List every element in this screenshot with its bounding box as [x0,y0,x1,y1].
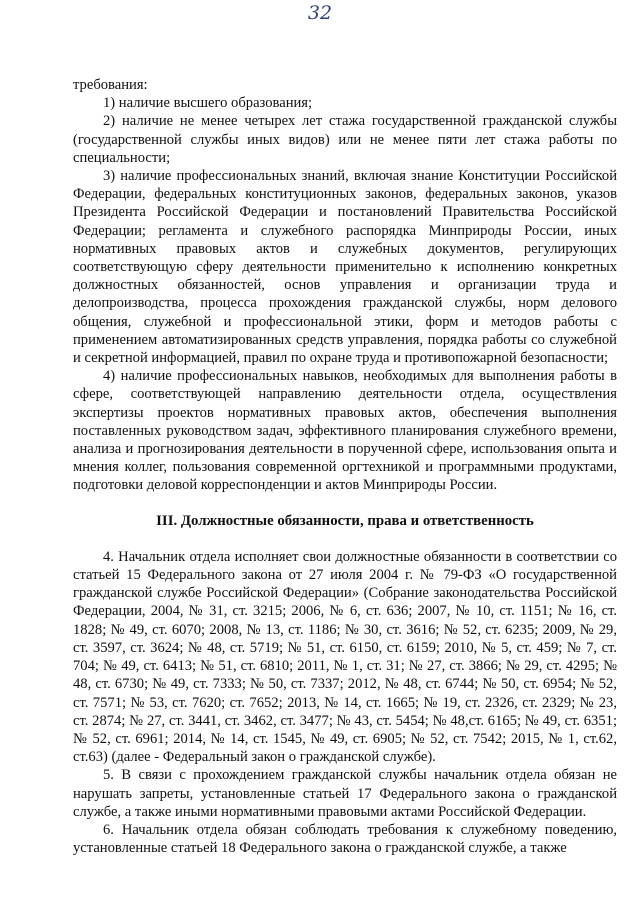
requirement-item-4: 4) наличие профессиональных навыков, необходимых для выполнения работы в сфере, соответствующей направлению деятельности отдела, осуществления экспертизы проектов нормативных правовых актов, обеспечения выполнения поставленных руководством задач, эффективного планирования служебного времени, анализа и прогнозирования деятельности в порученной сфере, использования опыта и мнения коллег, пользования современной оргтехникой и программными продуктами, подготовки деловой корреспонденции и актов Минприроды России. [73,368,617,494]
paragraph-6: 6. Начальник отдела обязан соблюдать требования к служебному поведению, установленные статьей 18 Федерального закона о гражданской службе, а также [73,821,617,857]
page-number: 32 [307,2,333,24]
requirements-intro: требования: [73,77,148,93]
requirement-item-2: 2) наличие не менее четырех лет стажа государственной гражданской службы (государственной службы иных видов) или не менее пяти лет стажа работы по специальности; [73,113,617,166]
requirement-item-1: 1) наличие высшего образования; [103,95,313,112]
paragraph-4: 4. Начальник отдела исполняет свои должностные обязанности в соответствии со статьей 15 Федерального закона от 27 июля 2004 г. № 79-ФЗ «О государственной гражданской службе Российской Федерации» (Собрание законодательства Российской Федерации, 2004, № 31, ст. 3215; 2006, № 6, ст. 636; 2007, № 10, ст. 1151; № 16, ст. 1828; № 49, ст. 6070; 2008, № 13, ст. 1186; № 30, ст. 3616; № 52, ст. 6235; 2009, № 29, ст. 3597, ст. 3624; № 48, ст. 5719; № 51, ст. 6150, ст. 6159; 2010, № 5, ст. 459; № 7, ст. 704; № 49, ст. 6413; № 51, ст. 6810; 2011, № 1, ст. 31; № 27, ст. 3866; № 29, ст. 4295; № 48, ст. 6730; № 49, ст. 7333; № 50, ст. 7337; 2012, № 48, ст. 6744; № 50, ст. 6954; № 52, ст. 7571; № 53, ст. 7620; ст. 7652; 2013, № 14, ст. 1665; № 19, ст. 2326, ст. 2329; № 23, ст. 2874; № 27, ст. 3441, ст. 3462, ст. 3477; № 43, ст. 5454; № 48,ст. 6165; № 49, ст. 6351; № 52, ст. 6961; 2014, № 14, ст. 1545, № 49, ст. 6905; № 52, ст. 7542; 2015, № 1, ст.62, ст.63) (далее - Федеральный закон о гражданской службе). [73,548,617,766]
paragraph-5: 5. В связи с прохождением гражданской службы начальник отдела обязан не нарушать запреты, установленные статьей 17 Федерального закона о гражданской службе, а также иными нормативными правовыми актами Российской Федерации. [73,767,617,820]
document-body [73,76,617,857]
section-heading: III. Должностные обязанности, права и ответственность [156,512,534,529]
requirement-item-3: 3) наличие профессиональных знаний, включая знание Конституции Российской Федерации, федеральных конституционных законов, федеральных законов, указов Президента Российской Федерации и постановлений Правительства Российской Федерации; регламента и служебного распорядка Минприроды России, иных нормативных правовых актов и служебных документов, регулирующих соответствующую сферу деятельности применительно к исполнению конкретных должностных обязанностей, основ управления и организации труда и делопроизводства, процесса прохождения гражданской службы, норм делового общения, служебной и профессиональной этики, форм и методов работы с применением автоматизированных средств управления, порядка работы со служебной и секретной информацией, правил по охране труда и противопожарной безопасности; [73,168,617,367]
